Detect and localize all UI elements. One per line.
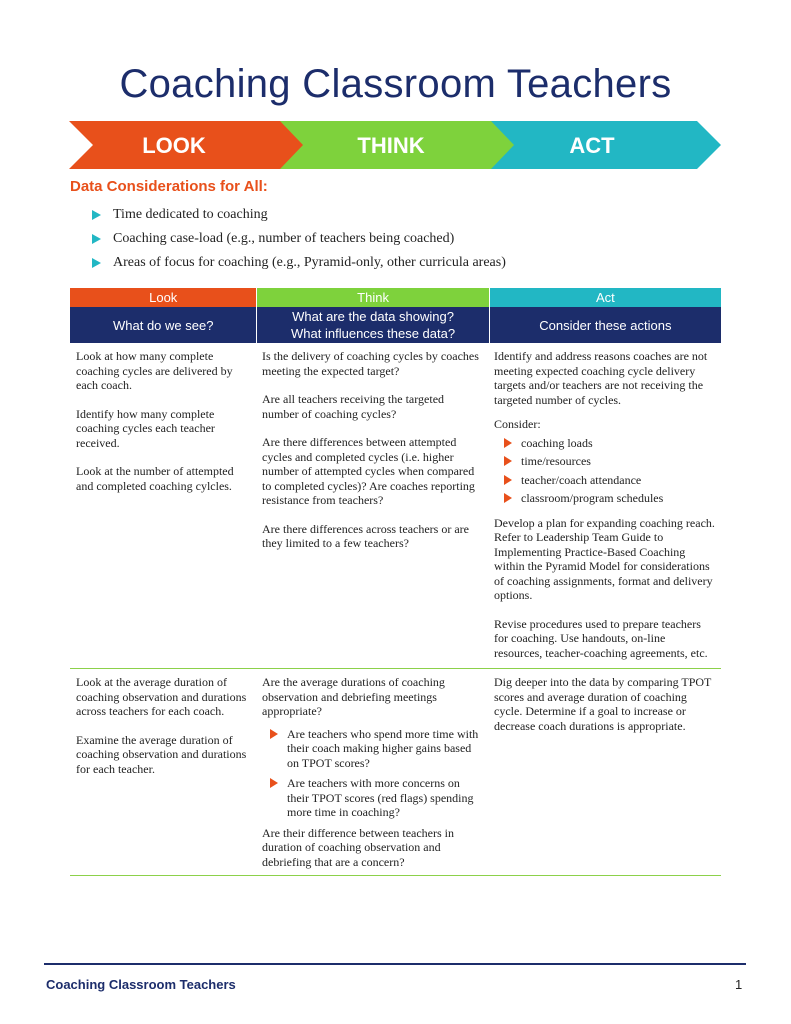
- triangle-bullet-icon: [270, 729, 278, 739]
- page-title: Coaching Classroom Teachers: [119, 62, 672, 106]
- triangle-bullet-icon: [504, 493, 512, 503]
- triangle-bullet-icon: [92, 234, 101, 244]
- triangle-bullet-icon: [504, 438, 512, 448]
- header-look: Look: [70, 288, 256, 307]
- header-think: Think: [256, 288, 488, 307]
- list-item: time/resources: [504, 454, 715, 469]
- list-item: coaching loads: [504, 436, 715, 451]
- look-cell: Look at how many complete coaching cycles are delivered by each coach. Identify how many complete coaching cycles each teacher received. Look at the number of attempted and completed coaching cylcles.: [76, 349, 234, 493]
- consider-list: [494, 436, 715, 506]
- triangle-bullet-icon: [504, 456, 512, 466]
- list-item: Areas of focus for coaching (e.g., Pyramid-only, other curricula areas): [92, 251, 506, 275]
- list-item: Time dedicated to coaching: [92, 203, 506, 227]
- think-label: THINK: [357, 133, 425, 158]
- table-row: [70, 669, 721, 876]
- footer-title: Coaching Classroom Teachers: [46, 977, 236, 992]
- look-think-act-table: [70, 288, 721, 876]
- think-cell: Are the average durations of coaching observation and debriefing meetings appropriate? Are teachers who spend more time with their coach making higher gains based on TPOT scores? Are teachers with more concerns on their TPOT scores (red flags) spending more time in coaching? Are their difference between teachers in duration of coaching observation and debriefing that are a concern?: [257, 675, 489, 869]
- table-subheader-row: [70, 307, 721, 343]
- triangle-bullet-icon: [270, 778, 278, 788]
- subheader-look: What do we see?: [112, 317, 214, 333]
- act-cell: Dig deeper into the data by comparing TPOT scores and average duration of coaching cycle. Determine if a goal to increase or decrease coach durations is appropriate.: [494, 675, 712, 733]
- look-think-act-banner: [69, 121, 724, 169]
- triangle-bullet-icon: [504, 475, 512, 485]
- subheader-act: Consider these actions: [489, 307, 721, 343]
- subheader-think: What are the data showing? What influences these data?: [256, 307, 488, 343]
- table-header-row: [70, 288, 721, 307]
- data-considerations-heading: Data Considerations for All:: [70, 178, 268, 195]
- list-item: teacher/coach attendance: [504, 473, 715, 488]
- list-item: Coaching case-load (e.g., number of teachers being coached): [92, 227, 506, 251]
- list-item: classroom/program schedules: [504, 491, 715, 506]
- table-row: [70, 343, 721, 669]
- footer-divider: [44, 963, 746, 965]
- triangle-bullet-icon: [92, 258, 101, 268]
- look-cell: Look at the average duration of coaching observation and durations across teachers for each coach. Examine the average duration of coaching observation and durations for each teacher.: [76, 675, 247, 776]
- list-item: Are teachers who spend more time with their coach making higher gains based on TPOT scores?: [270, 727, 483, 771]
- act-label: ACT: [569, 133, 615, 158]
- list-item: Are teachers with more concerns on their TPOT scores (red flags) spending more time in coaching?: [270, 776, 483, 820]
- data-considerations-list: [92, 203, 506, 275]
- think-cell: Is the delivery of coaching cycles by coaches meeting the expected target? Are all teachers receiving the targeted number of coaching cycles? Are there differences between attempted cycles and completed cycles (i.e. higher number of attempted cycles when compared to completed cycles)? Are coaches reporting resistance from teachers? Are there differences across teachers or are they limited to a few teachers?: [262, 349, 479, 550]
- look-label: LOOK: [142, 133, 206, 158]
- page-number: 1: [735, 977, 743, 992]
- think-bullet-list: [262, 727, 483, 820]
- act-cell: Identify and address reasons coaches are not meeting expected coaching cycle delivery targets and/or teachers are not receiving the targeted number of cycles. Consider: coaching loads time/resources teacher/coach attendance classroom/program schedules Develop a plan for expanding coaching reach. Refer to Leadership Team Guide to Implementing Practice-Based Coaching within the Pyramid Model for considerations of coaching assignments, format and delivery options. Revise procedures used to prepare teachers for coaching. Use handouts, on-line resources, teacher-coaching agreements, etc.: [494, 349, 715, 660]
- triangle-bullet-icon: [92, 210, 101, 220]
- header-act: Act: [489, 288, 721, 307]
